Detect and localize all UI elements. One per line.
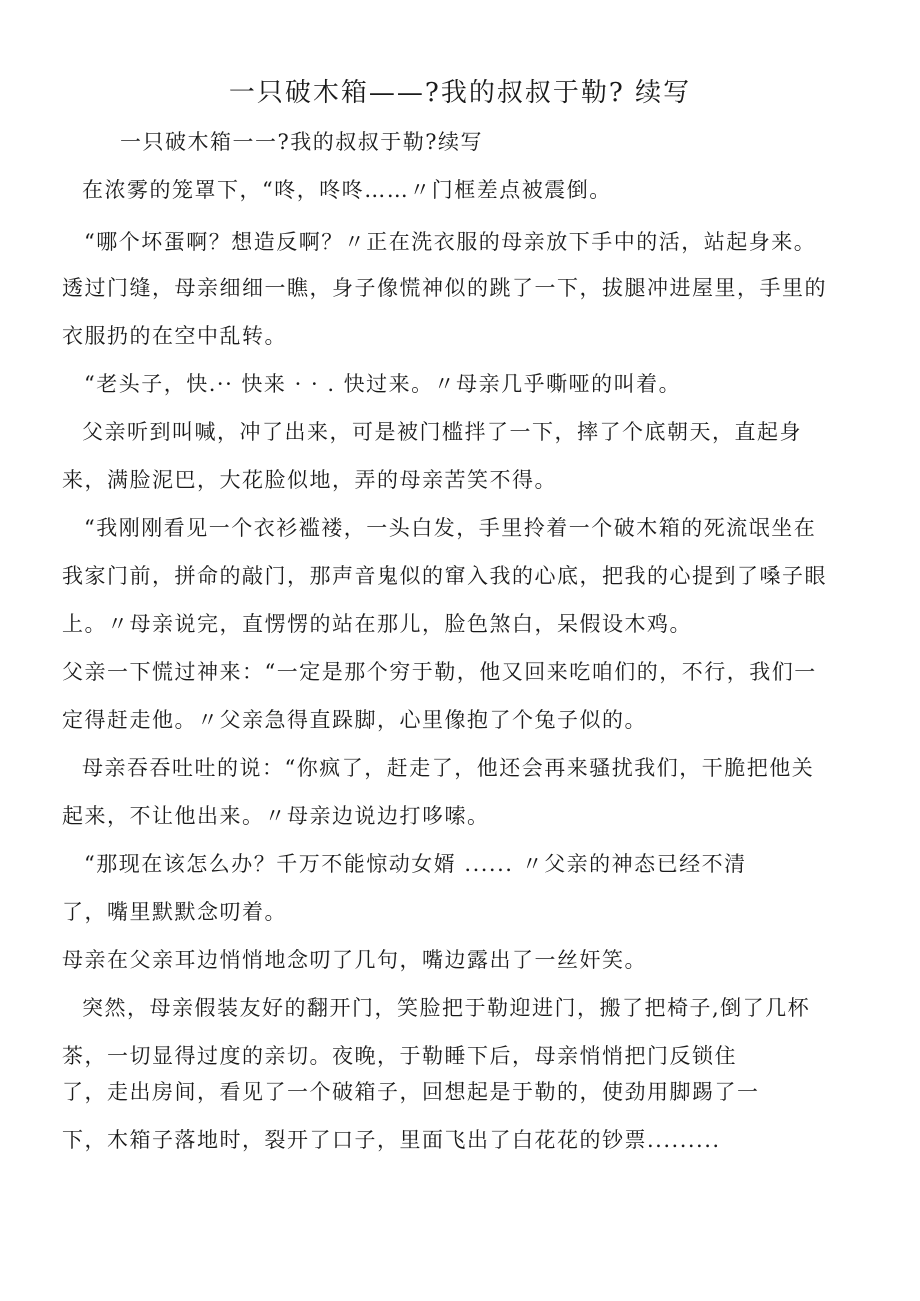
paragraph-line: 母亲在父亲耳边悄悄地念叨了几句，嘴边露出了一丝奸笑。 xyxy=(62,948,647,972)
paragraph-line: 了，嘴里默默念叨着。 xyxy=(62,900,287,924)
paragraph-line: 茶，一切显得过度的亲切。夜晚，于勒睡下后，母亲悄悄把门反锁住 xyxy=(62,1044,737,1068)
paragraph-line: “我刚刚看见一个衣衫褴褛，一头白发，手里拎着一个破木箱的死流氓坐在 xyxy=(84,516,817,540)
paragraph-line: 透过门缝，母亲细细一瞧，身子像慌神似的跳了一下，拔腿冲进屋里，手里的 xyxy=(62,276,827,300)
paragraph-line: “那现在该怎么办？千万不能惊动女婿 ...... 〃父亲的神态已经不清 xyxy=(84,852,747,876)
paragraph-line: 上。〃母亲说完，直愣愣的站在那儿，脸色煞白，呆假设木鸡。 xyxy=(62,612,692,636)
paragraph-line: 在浓雾的笼罩下，“咚，咚咚……〃门框差点被震倒。 xyxy=(82,178,612,202)
paragraph-line: 下，木箱子落地时，裂开了口子，里面飞出了白花花的钞票......... xyxy=(62,1128,721,1152)
paragraph-line: “老头子，快.·· 快来 · · . 快过来。〃母亲几乎嘶哑的叫着。 xyxy=(84,372,682,396)
document-title: 一只破木箱——?我的叔叔于勒? 续写 xyxy=(228,78,692,108)
paragraph-line: 父亲一下慌过神来：“一定是那个穷于勒，他又回来吃咱们的，不行，我们一 xyxy=(62,660,817,684)
paragraph-line: “哪个坏蛋啊？想造反啊？〃正在洗衣服的母亲放下手中的活，站起身来。 xyxy=(84,230,817,254)
paragraph-line: 突然，母亲假装友好的翻开门，笑脸把于勒迎进门，搬了把椅子,倒了几杯 xyxy=(82,996,811,1020)
paragraph-line: 母亲吞吞吐吐的说：“你疯了，赶走了，他还会再来骚扰我们，干脆把他关 xyxy=(82,756,815,780)
paragraph-line: 起来，不让他出来。〃母亲边说边打哆嗦。 xyxy=(62,804,490,828)
paragraph-line: 父亲听到叫喊，冲了出来，可是被门槛拌了一下，摔了个底朝天，直起身 xyxy=(82,420,802,444)
paragraph-line: 我家门前，拼命的敲门，那声音鬼似的窜入我的心底，把我的心提到了嗓子眼 xyxy=(62,564,827,588)
document-subtitle: 一只破木箱一一?我的叔叔于勒?续写 xyxy=(120,130,484,154)
paragraph-line: 了，走出房间，看见了一个破箱子，回想起是于勒的，使劲用脚踢了一 xyxy=(62,1080,760,1104)
paragraph-line: 衣服扔的在空中乱转。 xyxy=(62,324,287,348)
paragraph-line: 定得赶走他。〃父亲急得直跺脚，心里像抱了个兔子似的。 xyxy=(62,708,647,732)
paragraph-line: 来，满脸泥巴，大花脸似地，弄的母亲苦笑不得。 xyxy=(62,468,557,492)
